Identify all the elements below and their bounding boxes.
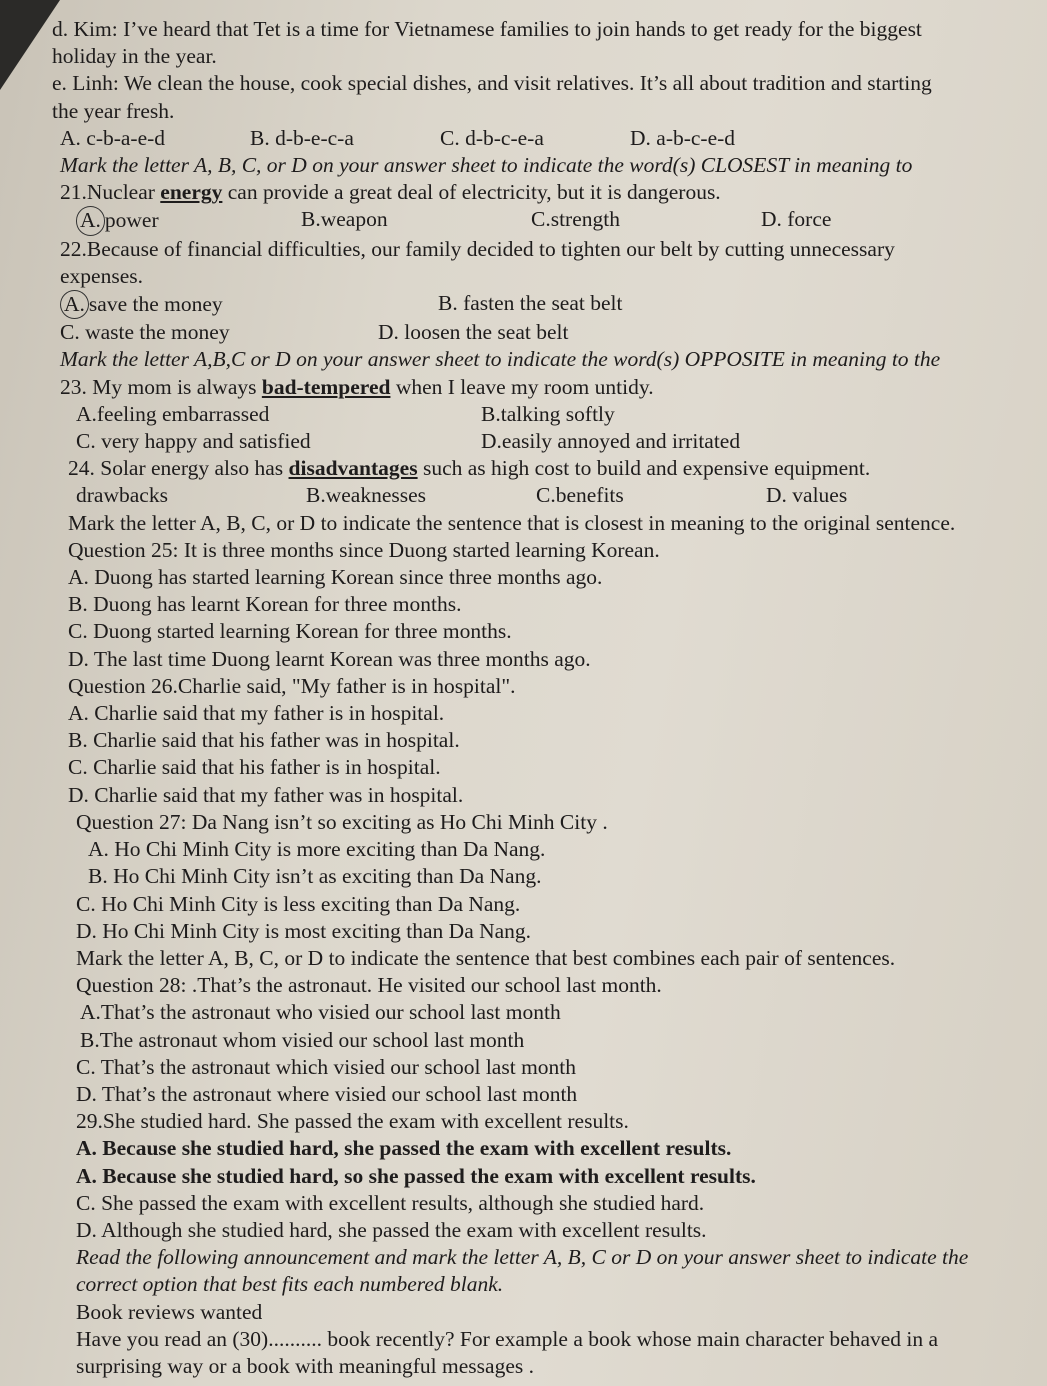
q27-option-a[interactable]: A. Ho Chi Minh City is more exciting than Da Nang. (88, 837, 546, 862)
q23-pre: 23. My mom is always (60, 374, 262, 399)
passage-line-1: Have you read an (30).......... book recently? For example a book whose main character behaved in a (76, 1326, 939, 1351)
q20-options (52, 125, 1042, 152)
q22-option-a[interactable] (60, 290, 438, 319)
q24-option-c[interactable]: C.benefits (536, 483, 624, 508)
q24-option-d[interactable]: D. values (766, 483, 848, 508)
q24-option-a[interactable]: drawbacks (76, 483, 168, 508)
q21-option-c[interactable]: C.strength (531, 207, 620, 232)
q21-pre: 21.Nuclear (60, 180, 161, 205)
q23-option-c[interactable]: C. very happy and satisfied (76, 429, 311, 454)
q23-options-ab (52, 401, 1042, 428)
q21-keyword: energy (160, 180, 223, 205)
q23-options-cd (52, 428, 1042, 455)
q23-option-a[interactable]: A.feeling embarrassed (76, 401, 270, 426)
q24-options (52, 482, 1042, 509)
q29-option-c[interactable]: C. She passed the exam with excellent results, although she studied hard. (76, 1190, 705, 1215)
q21-option-b[interactable]: B.weapon (301, 207, 388, 232)
q25-option-a[interactable]: A. Duong has started learning Korean since three months ago. (68, 565, 603, 590)
photo-corner-shadow (0, 0, 60, 90)
q29-option-d[interactable]: D. Although she studied hard, she passed the exam with excellent results. (76, 1217, 707, 1242)
q27-question: Question 27: Da Nang isn’t so exciting as Ho Chi Minh City . (76, 809, 608, 834)
answer-circle: A. (76, 206, 105, 235)
q23-keyword: bad-tempered (261, 374, 391, 399)
q25-option-d[interactable]: D. The last time Duong learnt Korean was three months ago. (68, 646, 591, 671)
q20-option-d[interactable]: D. a-b-c-e-d (630, 125, 736, 150)
instruction-sentence: Mark the letter A, B, C, or D to indicate the sentence that is closest in meaning to the original sentence. (68, 510, 956, 535)
q27-option-c[interactable]: C. Ho Chi Minh City is less exciting than Da Nang. (76, 891, 521, 916)
q21-option-a-text: power (104, 208, 159, 233)
q25-option-b[interactable]: B. Duong has learnt Korean for three months. (68, 592, 462, 617)
q22-option-d[interactable]: D. loosen the seat belt (378, 320, 569, 345)
dialogue-line-e-cont: the year fresh. (52, 98, 175, 123)
exam-content (52, 16, 1042, 1380)
q28-option-c[interactable]: C. That’s the astronaut which visied our school last month (76, 1054, 577, 1079)
dialogue-line-d: d. Kim: I’ve heard that Tet is a time for Vietnamese families to join hands to get ready for the biggest (52, 17, 922, 41)
q24-option-b[interactable]: B.weaknesses (306, 483, 427, 508)
q26-question: Question 26.Charlie said, "My father is in hospital". (68, 673, 516, 698)
q20-option-c[interactable]: C. d-b-c-e-a (440, 125, 544, 150)
q27-option-b[interactable]: B. Ho Chi Minh City isn’t as exciting than Da Nang. (88, 864, 542, 889)
q22-options-ab (52, 290, 1042, 319)
q22-option-b[interactable]: B. fasten the seat belt (438, 291, 623, 316)
q22-question-cont: expenses. (60, 263, 143, 288)
instruction-read-cont: correct option that best fits each numbered blank. (76, 1272, 504, 1297)
q28-question: Question 28: .That’s the astronaut. He visited our school last month. (76, 973, 662, 998)
q22-option-c[interactable]: C. waste the money (60, 320, 230, 345)
q22-options-cd (52, 319, 1042, 346)
q24-keyword: disadvantages (288, 456, 418, 481)
q29-option-a[interactable]: A. Because she studied hard, she passed the exam with excellent results. (76, 1136, 732, 1161)
instruction-combine: Mark the letter A, B, C, or D to indicate the sentence that best combines each pair of sentences. (76, 945, 896, 970)
q21-option-a[interactable] (76, 206, 301, 235)
passage-line-2: surprising way or a book with meaningful messages . (76, 1353, 534, 1378)
q24-question (52, 455, 1042, 482)
q23-post: when I leave my room untidy. (390, 374, 654, 399)
q28-option-a[interactable]: A.That’s the astronaut who visied our school last month (80, 1000, 561, 1025)
q21-options (52, 206, 1042, 235)
q23-question (52, 374, 1042, 401)
q26-option-b[interactable]: B. Charlie said that his father was in hospital. (68, 728, 460, 753)
q22-option-a-text: save the money (88, 292, 223, 317)
q26-option-d[interactable]: D. Charlie said that my father was in hospital. (68, 782, 464, 807)
instruction-read: Read the following announcement and mark the letter A, B, C or D on your answer sheet to indicate the (76, 1245, 969, 1270)
q28-option-b[interactable]: B.The astronaut whom visied our school last month (80, 1027, 525, 1052)
q20-option-a[interactable]: A. c-b-a-e-d (60, 125, 166, 150)
q26-option-c[interactable]: C. Charlie said that his father is in hospital. (68, 755, 441, 780)
q28-option-d[interactable]: D. That’s the astronaut where visied our school last month (76, 1081, 578, 1106)
q29-option-b[interactable]: A. Because she studied hard, so she passed the exam with excellent results. (76, 1163, 756, 1188)
q27-option-d[interactable]: D. Ho Chi Minh City is most exciting than Da Nang. (76, 918, 532, 943)
q25-question: Question 25: It is three months since Duong started learning Korean. (68, 537, 660, 562)
q26-option-a[interactable]: A. Charlie said that my father is in hospital. (68, 701, 445, 726)
answer-circle: A. (60, 290, 89, 319)
q24-post: such as high cost to build and expensive equipment. (417, 456, 871, 481)
q23-option-b[interactable]: B.talking softly (481, 401, 615, 426)
q25-option-c[interactable]: C. Duong started learning Korean for three months. (68, 619, 512, 644)
dialogue-line-d-cont: holiday in the year. (52, 44, 217, 69)
q20-option-b[interactable]: B. d-b-e-c-a (250, 125, 354, 150)
q23-option-d[interactable]: D.easily annoyed and irritated (481, 429, 741, 454)
q21-post: can provide a great deal of electricity, but it is dangerous. (222, 180, 721, 205)
passage-title: Book reviews wanted (76, 1299, 263, 1324)
q21-option-d[interactable]: D. force (761, 207, 832, 232)
q22-question: 22.Because of financial difficulties, our family decided to tighten our belt by cutting unnecessary (60, 236, 895, 261)
dialogue-line-e: e. Linh: We clean the house, cook special dishes, and visit relatives. It’s all about tradition and starting (52, 71, 932, 96)
q24-pre: 24. Solar energy also has (68, 456, 289, 481)
q29-question: 29.She studied hard. She passed the exam with excellent results. (76, 1109, 629, 1134)
q21-question (52, 179, 1042, 206)
instruction-opposite: Mark the letter A,B,C or D on your answer sheet to indicate the word(s) OPPOSITE in meaning to the (60, 347, 941, 372)
instruction-closest: Mark the letter A, B, C, or D on your answer sheet to indicate the word(s) CLOSEST in meaning to (60, 153, 913, 178)
